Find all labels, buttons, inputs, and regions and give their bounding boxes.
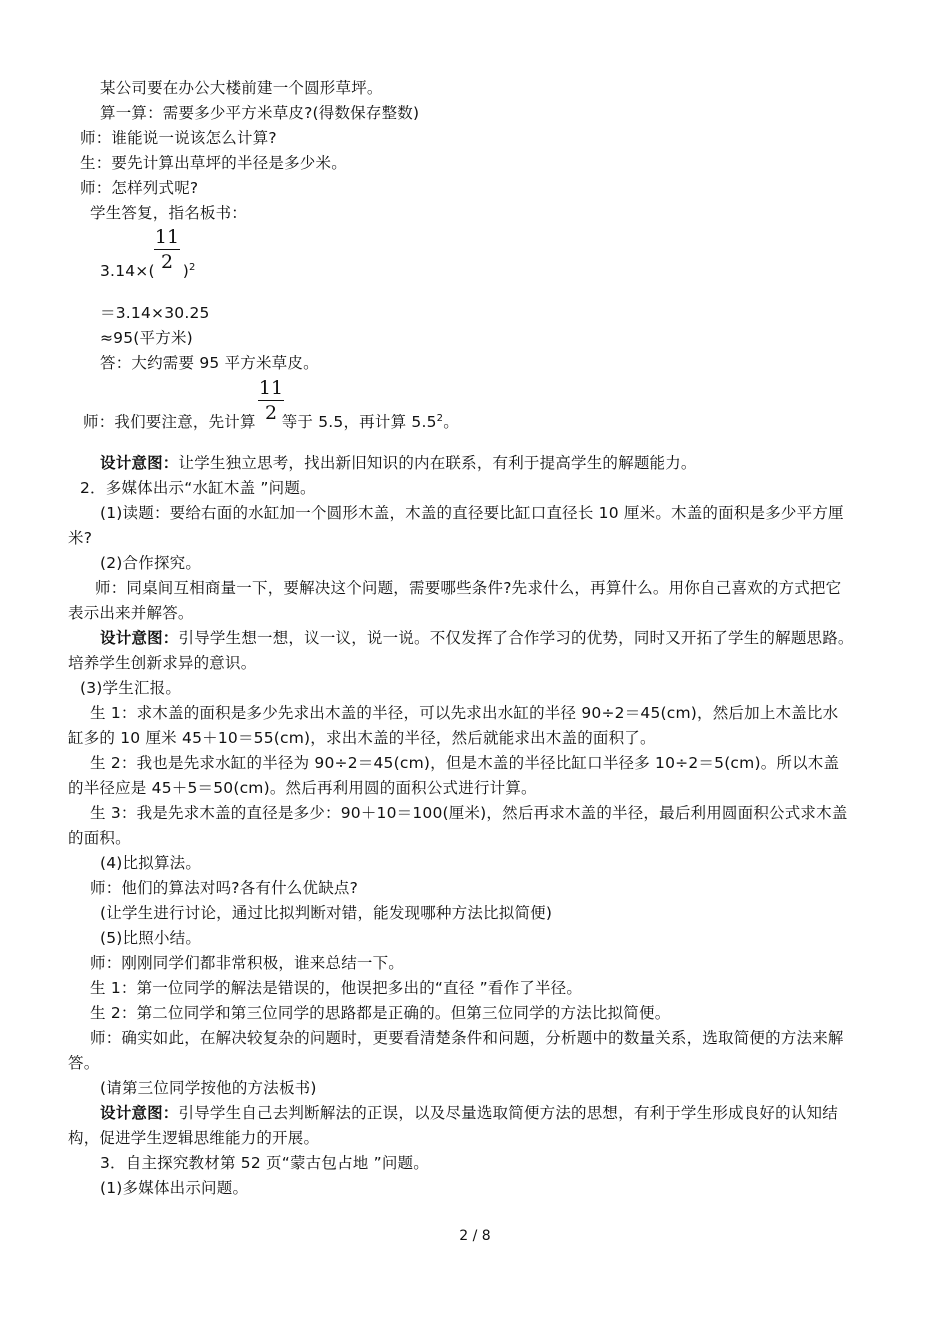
text-line: (1)多媒体出示问题。 — [100, 1179, 249, 1197]
text-line: 生：要先计算出草坪的半径是多少米。 — [80, 154, 347, 172]
design-intent-line — [100, 1103, 838, 1123]
text-line: 师：同桌间互相商量一下，要解决这个问题，需要哪些条件?先求什么，再算什么。用你自己喜欢的方式把它 — [95, 579, 842, 597]
text-line: 某公司要在办公大楼前建一个圆形草坪。 — [100, 79, 383, 97]
text-line: 生 1：求木盖的面积是多少先求出木盖的半径，可以先求出水缸的半径 90÷2＝45(cm)，然后加上木盖比水 — [90, 704, 839, 722]
text-segment: 引导学生想一想，议一议，说一说。不仅发挥了合作学习的优势，同时又开拓了学生的解题思路。 — [178, 629, 854, 647]
text-line: ≈95(平方米) — [100, 329, 193, 347]
exponent: 2 — [436, 413, 444, 424]
fraction-eleven-halves — [154, 226, 180, 273]
text-line: 培养学生创新求异的意识。 — [68, 654, 257, 672]
text-segment: 让学生独立思考，找出新旧知识的内在联系，有利于提高学生的解题能力。 — [178, 454, 697, 472]
text-line: (5)比照小结。 — [100, 929, 202, 947]
design-intent-line — [100, 453, 697, 473]
text-line: 师：他们的算法对吗?各有什么优缺点? — [90, 879, 359, 897]
text-line: 学生答复，指名板书： — [90, 204, 248, 222]
text-line: 的半径应是 45＋5＝50(cm)。然后再利用圆的面积公式进行计算。 — [68, 779, 537, 797]
text-line: 生 1：第一位同学的解法是错误的，他误把多出的“直径 ”看作了半径。 — [90, 979, 583, 997]
text-line: 算一算：需要多少平方米草皮?(得数保存整数) — [100, 104, 420, 122]
text-line: 生 2：我也是先求水缸的半径为 90÷2＝45(cm)，但是木盖的半径比缸口半径多 10÷2＝5(cm)。所以木盖 — [90, 754, 840, 772]
fraction-denominator: 2 — [160, 251, 174, 273]
fraction-bar — [258, 400, 284, 401]
text-segment: 。 — [443, 413, 459, 431]
text-line: 3．自主探究教材第 52 页“蒙古包占地 ”问题。 — [100, 1154, 429, 1172]
text-line: 答。 — [68, 1054, 100, 1072]
text-line: (3)学生汇报。 — [80, 679, 182, 697]
fraction-eleven-halves — [258, 377, 284, 424]
design-intent-label: 设计意图： — [100, 629, 179, 647]
formula-prefix: 3.14×( — [100, 262, 155, 280]
page-number: 2 / 8 — [459, 1228, 491, 1244]
text-line: 米? — [68, 529, 93, 547]
text-line: 生 2：第二位同学和第三位同学的思路都是正确的。但第三位同学的方法比拟简便。 — [90, 1004, 671, 1022]
text-line: 构，促进学生逻辑思维能力的开展。 — [68, 1129, 320, 1147]
formula-line — [100, 258, 196, 281]
design-intent-label: 设计意图： — [100, 454, 179, 472]
text-line: ＝3.14×30.25 — [100, 304, 210, 322]
fraction-numerator: 11 — [154, 226, 180, 248]
text-line: (2)合作探究。 — [100, 554, 202, 572]
text-line: 的面积。 — [68, 829, 131, 847]
formula-suffix: ) — [182, 262, 189, 280]
text-segment: 师：我们要注意，先计算 — [83, 413, 256, 431]
text-line: 缸多的 10 厘米 45＋10＝55(cm)，求出木盖的半径，然后就能求出木盖的面积了。 — [68, 729, 656, 747]
design-intent-label: 设计意图： — [100, 1104, 179, 1122]
text-line: (请第三位同学按他的方法板书) — [100, 1079, 317, 1097]
text-line: 答：大约需要 95 平方米草皮。 — [100, 354, 319, 372]
text-segment: 引导学生自己去判断解法的正误，以及尽量选取简便方法的思想，有利于学生形成良好的认知结 — [178, 1104, 838, 1122]
text-line: 师：谁能说一说该怎么计算? — [80, 129, 277, 147]
fraction-bar — [154, 249, 180, 250]
text-line: (让学生进行讨论，通过比拟判断对错，能发现哪种方法比拟简便) — [100, 904, 553, 922]
formula-exponent: 2 — [189, 262, 196, 273]
text-line: 生 3：我是先求木盖的直径是多少：90＋10＝100(厘米)，然后再求木盖的半径，最后利用圆面积公式求木盖 — [90, 804, 848, 822]
fraction-denominator: 2 — [264, 402, 278, 424]
fraction-numerator: 11 — [258, 377, 284, 399]
text-line: 表示出来并解答。 — [68, 604, 194, 622]
text-line: 师：确实如此，在解决较复杂的问题时，更要看清楚条件和问题，分析题中的数量关系，选取简便的方法来解 — [90, 1029, 844, 1047]
text-segment: 等于 5.5，再计算 5.5 — [281, 413, 437, 431]
text-line: (1)读题：要给右面的水缸加一个圆形木盖，木盖的直径要比缸口直径长 10 厘米。木盖的面积是多少平方厘 — [100, 504, 844, 522]
text-line: 师：怎样列式呢? — [80, 179, 199, 197]
text-line: 师：刚刚同学们都非常积极，谁来总结一下。 — [90, 954, 405, 972]
text-line: 2．多媒体出示“水缸木盖 ”问题。 — [80, 479, 316, 497]
text-line: (4)比拟算法。 — [100, 854, 202, 872]
design-intent-line — [100, 628, 854, 648]
